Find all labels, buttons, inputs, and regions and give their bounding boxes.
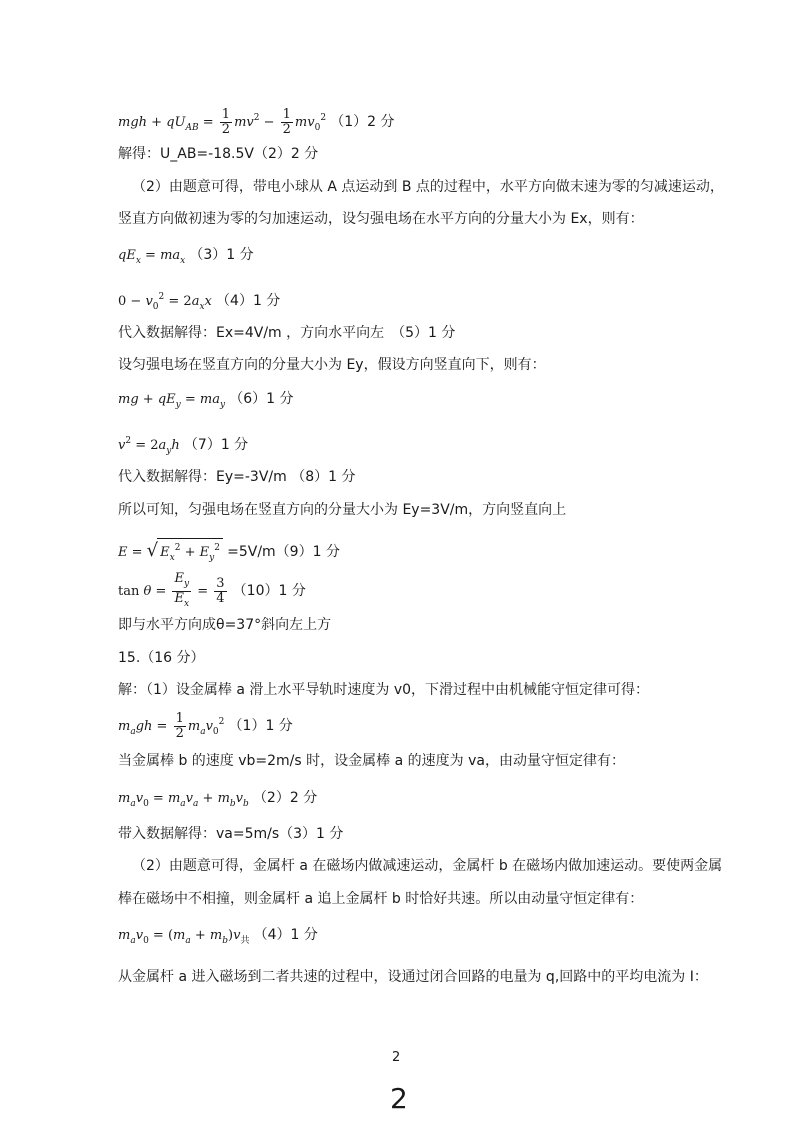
result-label: =5V/m（9）1 分 [227, 544, 340, 560]
text-line: 棒在磁场中不相撞，则金属杆 a 追上金属杆 b 时恰好共速。所以由动量守恒定律有： [118, 891, 644, 907]
text-line: 从金属杆 a 进入磁场到二者共速的过程中，设通过闭合回路的电量为 q,回路中的平均电流为 I： [118, 969, 708, 985]
page-number-large: 2 [390, 1082, 408, 1115]
text-line: 带入数据解得：va=5m/s（3）1 分 [118, 826, 344, 842]
text-line: 竖直方向做初速为零的匀加速运动，设匀强电场在水平方向的分量大小为 Ex，则有： [118, 211, 644, 227]
text-line: 即与水平方向成θ=37°斜向左上方 [118, 617, 332, 633]
score-label: （1）2 分 [330, 114, 395, 130]
text-line: 所以可知，匀强电场在竖直方向的分量大小为 Ey=3V/m，方向竖直向上 [118, 502, 567, 518]
equation-energy-rod: $m_agh$ = $\frac{1}{2}$ $m_av_0^2$ （1）1 分 [118, 711, 293, 741]
text-line: 代入数据解得：Ey=-3V/m （8）1 分 [118, 469, 356, 485]
score-label: （7）1 分 [183, 437, 249, 453]
text-line: 设匀强电场在竖直方向的分量大小为 Ey，假设方向竖直向下，则有： [118, 357, 546, 373]
equation-common-velocity: $m_av_0 = (m_a + m_b)v_共$ （4）1 分 [118, 927, 318, 946]
text-line: （2）由题意可得，金属杆 a 在磁场内做减速运动，金属杆 b 在磁场内做加速运动。要使两金属 [132, 858, 723, 874]
equation-9: E = √ $E_x^2 + E_y^2 =5V/m(9)1$ 分 [118, 538, 340, 567]
score-label: （1）1 分 [228, 718, 293, 734]
score-label: （4）1 分 [216, 293, 281, 309]
score-label: （3）1 分 [189, 247, 254, 263]
equation-4: $0 - v_0^2 = 2a_xx$ （4）1 分 [118, 292, 281, 312]
text-line: 当金属棒 b 的速度 vb=2m/s 时，设金属棒 a 的速度为 va，由动量守恒定律有： [118, 753, 625, 769]
text-line: 代入数据解得：Ex=4V/m ，方向水平向左 （5）1 分 [118, 325, 456, 341]
equation-3: $qE_x = ma_x$ （3）1 分 [118, 247, 254, 266]
text-line: （2）由题意可得，带电小球从 A 点运动到 B 点的过程中，水平方向做末速为零的匀减速运动， [132, 179, 724, 195]
score-label: （10）1 分 [232, 583, 306, 599]
question-number: 15.（16 分） [118, 650, 205, 666]
score-label: （2）2 分 [252, 790, 318, 806]
equation-momentum: $m_av_0 = m_av_a + m_bv_b$ （2）2 分 [118, 790, 318, 809]
equation-6: mg + $qE_y = ma_y$ （6）1 分 [118, 391, 294, 410]
score-label: （4）1 分 [253, 927, 318, 943]
score-label: （6）1 分 [229, 391, 294, 407]
equation-energy: mgh + $qU_{AB}$ = $\frac{1}{2}$ $mv^2$ − $\frac{1}{2}$ $mv_0^2$ （1）2 分 [118, 107, 395, 137]
text-line: 解得：U_AB=-18.5V（2）2 分 [118, 146, 319, 162]
equation-7: $v^2 = 2a_yh$ （7）1 分 [118, 436, 249, 456]
equation-10: tan θ = $\frac{E_y}{E_x}$ = $\frac{3}{4}$ （10）1 分 [118, 571, 306, 609]
page-number: 2 [392, 1050, 401, 1065]
text-line: 解：（1）设金属棒 a 滑上水平导轨时速度为 v0，下滑过程中由机械能守恒定律可得： [118, 682, 650, 698]
